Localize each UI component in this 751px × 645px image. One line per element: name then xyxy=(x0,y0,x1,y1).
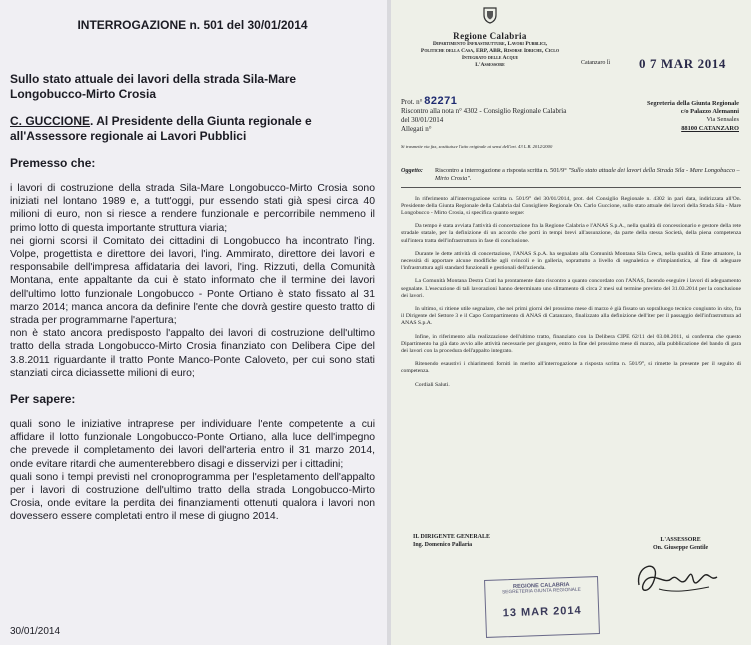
letter-paragraph: In ultimo, si ritiene utile segnalare, che nei primi giorni del prossimo mese di marzo è già fissato un sopralluogo tecnico congiunto in sito, fra il Dirigente del Settore 3 e il Capo Compartimento di ANAS di Catanzaro, finalizzato alla definizione dell'iter per il passaggio dell'infrastruttura ad ANAS S.p.A. xyxy=(401,306,741,327)
signer-right-title: L'ASSESSORE xyxy=(660,537,701,543)
protocol-line: del 30/01/2014 xyxy=(401,116,444,124)
interrogation-title: INTERROGAZIONE n. 501 del 30/01/2014 xyxy=(77,18,308,32)
response-letter xyxy=(391,0,751,645)
sapere-paragraph: quali sono i tempi previsti nel cronoprogramma per l'espletamento dell'appalto per i lavori di costruzione dell'ultimo tratto della strada Longobucco-Mirto Crosia, onde evitare la perdita dei finanziamenti ottenuti qualora i lavori non dovessero essere completati entro il mese di giugno 2014. xyxy=(10,471,375,523)
premesso-heading: Premesso che: xyxy=(10,156,96,170)
stamp-date: 13 MAR 2014 xyxy=(502,604,582,620)
recipient-block xyxy=(611,100,739,133)
protocol-line: Riscontro alla nota n° 4302 - Consiglio Regionale Calabria xyxy=(401,107,567,115)
protocol-label: Prot. n° xyxy=(401,98,423,106)
stamp-line: REGIONE CALABRIA xyxy=(512,582,570,590)
letter-paragraph: Ritenendo esaustivi i chiarimenti forniti in merito all'interrogazione a risposta scritta n. 501/9°, si rimette la presente per il seguito di competenza. xyxy=(401,361,741,375)
signer-right-name: On. Giuseppe Gentile xyxy=(653,544,709,551)
premesso-paragraph: i lavori di costruzione della strada Sila-Mare Longobucco-Mirto Crosia sono iniziati nel lontano 1989 e, a tutt'oggi, pur essendo stati già spesi circa 40 milioni di euro, non si riesce a rendere funzionale e percorribile nemmeno il primo lotto di questa importante struttura viaria; xyxy=(10,183,375,234)
protocol-number: 82271 xyxy=(424,95,458,107)
recipient-line: Via Sensales xyxy=(706,116,739,124)
protocol-line: Allegati n° xyxy=(401,125,432,133)
department-line: Integrato delle Acque xyxy=(461,55,519,61)
letterhead xyxy=(401,6,579,69)
premesso-paragraph: nei giorni scorsi il Comitato dei cittadini di Longobucco ha incontrato l'ing. Volpe, progettista e direttore dei lavori, l'ing. Ammirato, direttore dei lavori e responsabile dell'impresa affidataria dei lavori, l'ing. Rizzuti, della Comunità Montana, ente appaltante da cui è stato informato che il termine dei lavori dell'ultimo lotto funzionale Longobucco - Ponte Ortiano è stato fissato al 31 marzo 2014; manca ancora da definire l'ente che dovrà gestire questo tratto di strada per programmarne l'apertura; xyxy=(10,235,375,327)
department-line: L'Assessore xyxy=(475,62,505,68)
letter-city: Catanzaro lì xyxy=(581,60,611,66)
letter-date-stamp: 0 7 MAR 2014 xyxy=(639,56,726,71)
recipient-city: 88100 CATANZARO xyxy=(681,124,739,132)
author-name: C. GUCCIONE xyxy=(10,114,91,128)
fax-note: Si trasmette via fax, sostituisce l'atto originale ai sensi dell'art. 43 L.B. 2012/2000 xyxy=(401,144,553,149)
signer-left-name: Ing. Domenico Pallaria xyxy=(413,541,473,548)
signer-left-title: IL DIRIGENTE GENERALE xyxy=(413,534,491,540)
signer-left xyxy=(413,534,490,549)
signer-right xyxy=(653,537,708,552)
recipient-line: c/o Palazzo Alemanni xyxy=(680,108,739,116)
letter-closing: Cordiali Saluti. xyxy=(415,381,450,388)
subject-rule xyxy=(401,187,741,188)
subject-text xyxy=(435,167,741,183)
reception-stamp xyxy=(484,576,600,638)
letter-paragraph: Infine, in riferimento alla realizzazione dell'ultimo tratto, finanziato con la Delibera CIPE 62/11 del 03.08.2011, si conferma che questo Dipartimento ha già dato avvio alle attività necessarie per giungere, entro la fine del prossimo mese di marzo, alla pubblicazione del bando di gara dei lavori con la procedura dell'appalto integrato. xyxy=(401,333,741,355)
subject-italic: "Sullo stato attuale dei lavori della Strada Sila - Mare Longobucco – Mirto Crosia". xyxy=(435,167,740,182)
interrogation-date: 30/01/2014 xyxy=(10,626,61,637)
sapere-paragraph: quali sono le iniziative intraprese per individuare l'ente competente a cui affidare il lotto funzionale Longobucco-Ponte Ortiano, alla luce dell'impegno che prevede il completamento dei lavori dell'arteria entro il 31 marzo 2014, onde evitare ritardi che aumenterebbero disagi e disservizi per i cittadini; xyxy=(10,419,375,470)
recipient-line: Segreteria della Giunta Regionale xyxy=(646,100,739,107)
department-line: Dipartimento Infrastrutture, Lavori Pubblici, xyxy=(432,41,548,47)
author-addressee: . Al Presidente della Giunta regionale e all'Assessore regionale ai Lavori Pubblici xyxy=(10,114,312,143)
stamp-line: SEGRETERIA GIUNTA REGIONALE xyxy=(501,587,581,596)
region-name: Regione Calabria xyxy=(453,31,527,41)
premesso-paragraph: non è stato ancora predisposto l'appalto dei lavori di costruzione dell'ultimo tratto della strada Longobucco-Mirto Crosia finanziato con Delibera Cipe del 3.8.2011 riguardante il tratto Ponte Manco-Ponte Caloveto, per cui sono stati stanziati circa diciassette milioni di euro; xyxy=(10,328,375,379)
interrogation-author-line xyxy=(10,114,375,144)
subject-plain: Riscontro a interrogazione a risposta scritta n. 501/9° xyxy=(435,167,569,174)
handwritten-signature-icon xyxy=(629,555,721,601)
letter-subject xyxy=(401,167,741,183)
department-line: Politiche della Casa, ERP, ABR, Risorse Idriche, Ciclo xyxy=(420,48,560,54)
letter-paragraph: Durante le dette attività di concertazione, l'ANAS S.p.A. ha segnalato alla Comunità Montana Sila Greca, nella qualità di Ente attuatore, la necessità di apportare alcune modifiche agli svincoli e in galleria, soprattutto a livello di segnaletica e d'impiantistica, al fine di adeguare l'infrastruttura agli standard funzionali e gestionali dell'azienda. xyxy=(401,250,741,272)
subject-label: Oggetto: xyxy=(401,167,423,174)
sapere-heading: Per sapere: xyxy=(10,392,76,407)
interrogation-subject: Sullo stato attuale dei lavori della strada Sila-Mare Longobucco-Mirto Crosia xyxy=(10,72,297,101)
letter-paragraph: Da tempo è stata avviata l'attività di concertazione fra la Regione Calabria e l'ANAS S.p.A., nella qualità di concessionario e gestore della rete stradale statale, per la definizione di un accordo che porti in tempi brevi all'assunzione, da parte della stessa Società, della piena competenza sull'intera tratta dell'infrastruttura in fase di conclusione. xyxy=(401,223,741,244)
letter-paragraph: La Comunità Montana Destra Crati ha prontamente dato riscontro a quanto concordato con l'ANAS, facendo eseguire i lavori di adeguamento segnalate. L'esecuzione di tali lavorazioni hanno determinato uno slittamento di circa 2 mesi sul termine previsto del 31.03.2014 per la conclusione dei lavori. xyxy=(401,278,741,299)
letter-paragraph: In riferimento all'interrogazione scritta n. 501/9° del 30/01/2014, prot. del Consiglio Regionale n. 4302 in pari data, indirizzata all'On. Presidente della Giunta Regionale della Calabria dal Consigliere Regionale On. Carlo Guccione, sullo stato attuale dei lavori della Strada Sila - Mare Longobucco - Mirto Crosia, si specifica quanto segue: xyxy=(401,195,741,216)
region-emblem-icon xyxy=(482,6,498,24)
protocol-block xyxy=(401,97,571,134)
